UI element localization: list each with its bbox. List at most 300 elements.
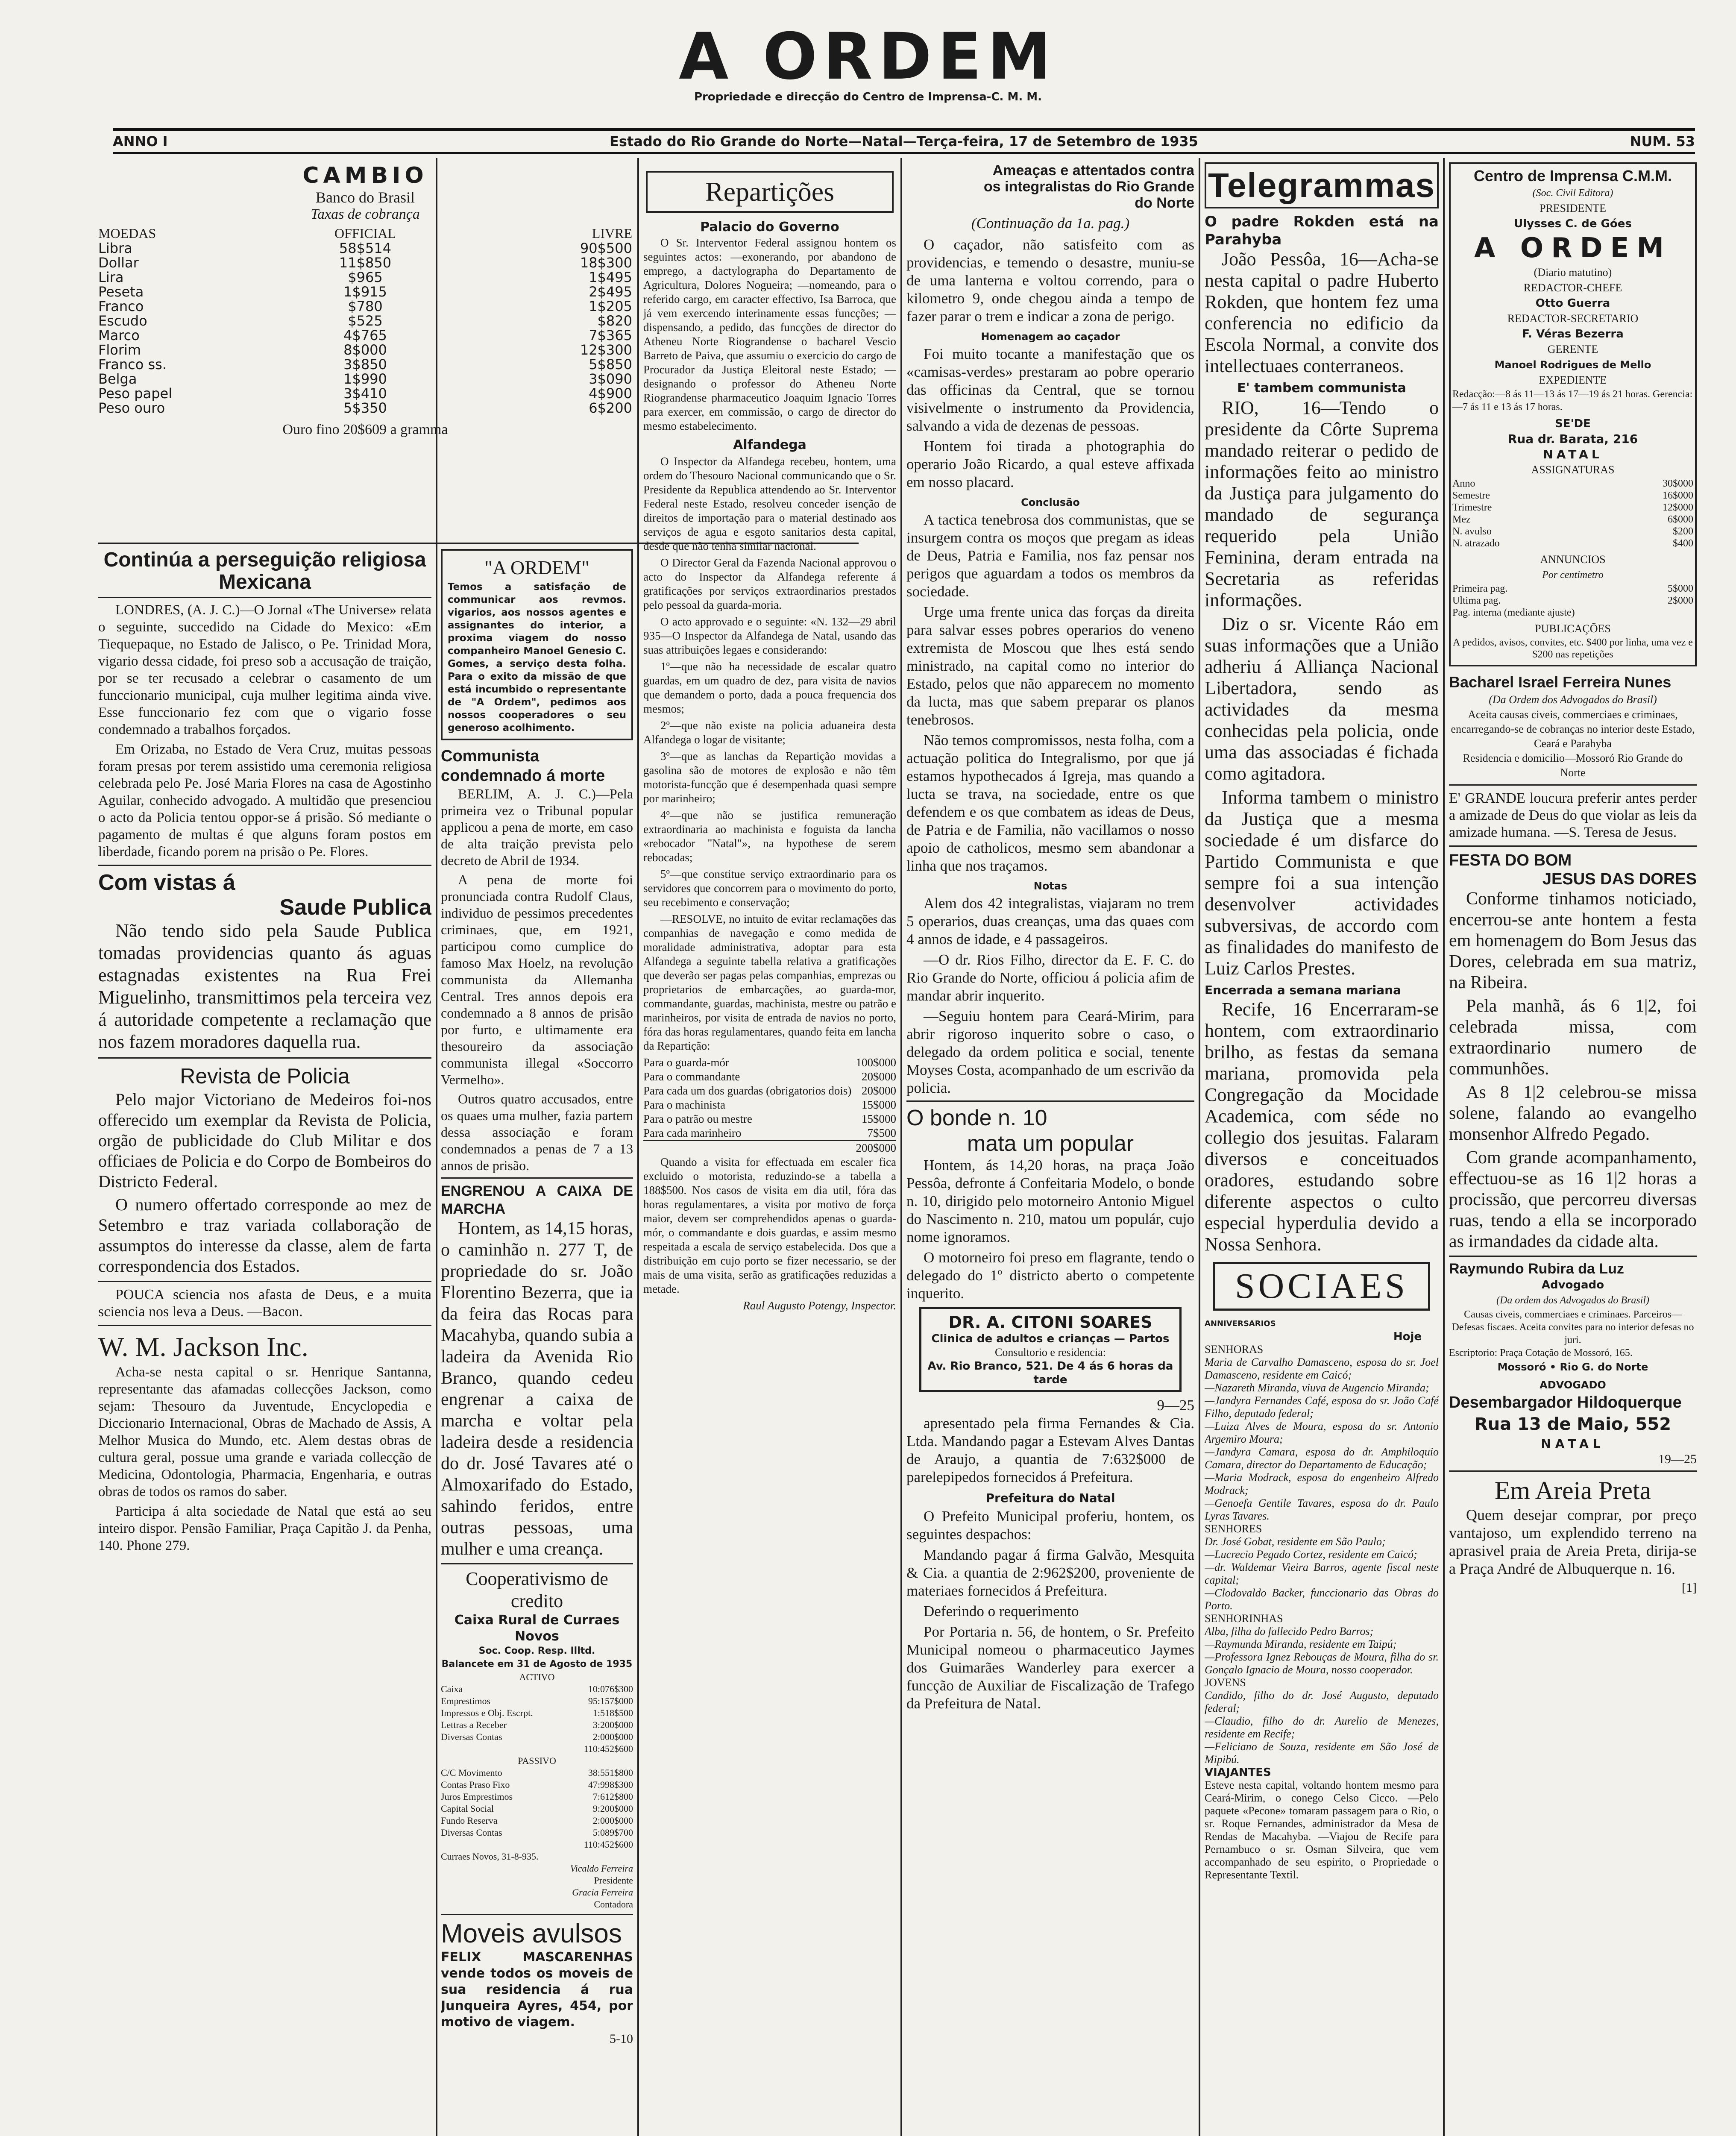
passivo-value: 47:998$300 bbox=[588, 1779, 633, 1790]
cambio-currency: Lira bbox=[98, 269, 124, 285]
cambio-title: CAMBIO bbox=[302, 163, 428, 188]
activo-value: 1:518$500 bbox=[592, 1708, 633, 1718]
activo-total: 110:452$600 bbox=[584, 1743, 633, 1754]
activo-label: Impressos e Obj. Escrpt. bbox=[441, 1708, 533, 1718]
homenagem-paragraph: Hontem foi tirada a photographia do operario João Ricardo, a qual esteve affixada em nosso placard. bbox=[906, 438, 1194, 490]
jackson-title: W. M. Jackson Inc. bbox=[98, 1332, 308, 1362]
senhora-item: —Maria Modrack, esposa do engenheiro Alfredo Modrack; bbox=[1205, 1471, 1439, 1496]
dateline: Estado do Rio Grande do Norte—Natal—Terça-feira, 17 de Setembro de 1935 bbox=[610, 133, 1198, 150]
cambio-currency: Marco bbox=[98, 327, 140, 343]
assig-value: 12$000 bbox=[1663, 502, 1693, 513]
conclusao-paragraph: A tactica tenebrosa dos communistas, que se insurgem contra os moços que pregam as ideas de Deus, Patria e Familia, nos faz pensar nos perigos que aguardam a todos os membros da sociedade. bbox=[906, 511, 1194, 600]
cambio-taxes: Taxas de cobrança bbox=[311, 206, 420, 222]
cambio-table bbox=[98, 226, 632, 415]
coop-sub: Soc. Coop. Resp. Illtd. bbox=[478, 1646, 595, 1656]
desemb-address: Rua 13 de Maio, 552 bbox=[1474, 1414, 1671, 1434]
cambio-official: 3$410 bbox=[343, 385, 387, 402]
assig-row bbox=[1452, 490, 1693, 502]
cambio-currency: Franco ss. bbox=[98, 356, 167, 373]
activo-value: 2:000$000 bbox=[592, 1731, 633, 1742]
tariff-row bbox=[643, 1098, 896, 1112]
tariff-label: Para o guarda-mór bbox=[643, 1056, 729, 1069]
cambio-official: 3$850 bbox=[343, 356, 387, 373]
cambio-free: 12$300 bbox=[580, 342, 632, 358]
jovem-item: Candido, filho do dr. José Augusto, deputado federal; bbox=[1205, 1689, 1439, 1714]
bacharel-sub: (Da Ordem dos Advogados do Brasil) bbox=[1489, 693, 1657, 706]
presidente-label: PRESIDENTE bbox=[1540, 202, 1606, 214]
alfandega-text bbox=[643, 455, 896, 1053]
activo-row bbox=[441, 1695, 633, 1707]
activo-label: ACTIVO bbox=[519, 1672, 555, 1682]
activo-row bbox=[441, 1683, 633, 1695]
jovem-item: —Feliciano de Souza, residente em São José de Mipibú. bbox=[1205, 1740, 1439, 1766]
alfandega-paragraph: 1º—que não ha necessidade de escalar quatro guardas, em um quadro de dez, para visita de navios que demandem o porto, dada a pouca frequencia dos mesmos; bbox=[643, 660, 896, 715]
conclusao-title: Conclusão bbox=[1021, 496, 1080, 508]
tariff-label: Para o machinista bbox=[643, 1098, 725, 1111]
tariff-value: 15$000 bbox=[862, 1112, 896, 1125]
cambio-currency: Peso papel bbox=[98, 385, 173, 402]
paper-sub: (Diario matutino) bbox=[1534, 266, 1612, 279]
reparticoes-title: Repartições bbox=[646, 171, 894, 213]
column-1 bbox=[98, 549, 431, 2136]
coop-title: Cooperativismo de credito bbox=[466, 1568, 608, 1611]
assig-label: ASSIGNATURAS bbox=[1531, 464, 1615, 476]
publ-label: PUBLICAÇÕES bbox=[1535, 622, 1611, 635]
prefeitura-paragraph: Mandando pagar á firma Galvão, Mesquita & Cia. a quantia de 2:962$200, proveniente de materiaes fornecidos á Prefeitura. bbox=[906, 1546, 1194, 1599]
assig-label: N. atrazado bbox=[1452, 538, 1500, 549]
aviso-box bbox=[441, 549, 633, 740]
passivo-value: 9:200$000 bbox=[592, 1803, 633, 1814]
festa-title-1: FESTA DO BOM bbox=[1449, 851, 1572, 869]
assig-label: Semestre bbox=[1452, 490, 1490, 501]
cambio-official: 8$000 bbox=[343, 342, 387, 358]
cambio-header: LIVRE bbox=[592, 226, 632, 241]
passivo-value: 38:551$800 bbox=[588, 1767, 633, 1778]
secretario-label: REDACTOR-SECRETARIO bbox=[1507, 312, 1639, 325]
raymundo-title: Raymundo Rubira da Luz bbox=[1449, 1261, 1624, 1277]
presidente-name: Ulysses C. de Góes bbox=[1514, 217, 1632, 230]
cambio-free: 7$365 bbox=[589, 327, 632, 343]
prefeitura-paragraph: Deferindo o requerimento bbox=[924, 1603, 1079, 1620]
cambio-row bbox=[98, 255, 632, 270]
cambio-row bbox=[98, 343, 632, 357]
cambio-official: 5$350 bbox=[343, 400, 387, 416]
column-rule bbox=[637, 158, 639, 2136]
tariff-label: Para cada um dos guardas (obrigatorios dois) bbox=[643, 1084, 852, 1097]
jackson-paragraph: Acha-se nesta capital o sr. Henrique Santanna, representante das afamadas collecções Jackson, como sejam: Thesouro da Juventude, Encyclopedia e Diccionario Internacional, Obras de Machado de Assis, A Melhor Musica do Mundo, etc. Alem destas obras de cultura geral, possue uma grande e variada collecção de Medicina, Odontologia, Pharmacia, Engenharia, e outras obras de todos os ramos do saber. bbox=[98, 1364, 431, 1499]
saude-title-2: Saude Publica bbox=[279, 895, 431, 920]
alfandega-signature: Raul Augusto Potengy, Inspector. bbox=[743, 1299, 896, 1312]
cambio-free: 6$200 bbox=[589, 400, 632, 416]
raymundo-text: Causas civeis, commerciaes e criminaes. Parceiros—Defesas fiscaes. Aceita convites para no interior defesas no juri. bbox=[1452, 1309, 1694, 1346]
saude-title-1: Com vistas á bbox=[98, 870, 235, 895]
balance-sign: Curraes Novos, 31-8-935. bbox=[441, 1851, 539, 1862]
annuncios-label: ANNUNCIOS bbox=[1540, 553, 1606, 566]
cambio-official: 11$850 bbox=[339, 255, 392, 271]
centro-title: Centro de Imprensa C.M.M. bbox=[1473, 167, 1672, 185]
cambio-currency: Libra bbox=[98, 240, 132, 256]
cambio-currency: Franco bbox=[98, 298, 144, 314]
annuncios-label: Primeira pag. bbox=[1452, 583, 1508, 594]
tariff-table bbox=[643, 1056, 896, 1140]
doctor-name: DR. A. CITONI SOARES bbox=[948, 1313, 1152, 1332]
passivo-label: Capital Social bbox=[441, 1803, 494, 1814]
doctor-ad-ref: 9—25 bbox=[1157, 1397, 1194, 1414]
gerente-name: Manoel Rodrigues de Mello bbox=[1494, 359, 1651, 371]
raymundo-address: Escriptorio: Praça Cotação de Mossoró, 165. bbox=[1449, 1347, 1633, 1358]
cambio-official: 1$990 bbox=[343, 371, 387, 387]
cambio-free: 5$850 bbox=[589, 356, 632, 373]
assig-label: Anno bbox=[1452, 478, 1475, 489]
cambio-row bbox=[98, 285, 632, 299]
cambio-free: $820 bbox=[597, 313, 632, 329]
assig-label: N. avulso bbox=[1452, 526, 1492, 537]
cambio-currency: Belga bbox=[98, 371, 137, 387]
tel3-title: Encerrada a semana mariana bbox=[1205, 983, 1401, 997]
festa-paragraph: Com grande acompanhamento, effectuou-se as 16 1|2 horas a procissão, que percorreu diversas ruas, tendo a ella se incorporado as irmandades da cidade alta. bbox=[1449, 1148, 1697, 1251]
assig-label: Trimestre bbox=[1452, 502, 1492, 513]
moveis-text: FELIX MASCARENHAS vende todos os moveis de sua residencia á rua Junqueira Ayres, 454, por motivo de viagem. bbox=[441, 1950, 633, 2030]
alfandega-paragraph: —RESOLVE, no intuito de evitar reclamações das companhias de navegação e como medida de moralidade administrativa, adoptar para esta Alfandega a seguinte tabella relativa a gratificações que deverão ser pagas pelas companhias, emprezas ou proprietarios de embarcações, ao guarda-mor, commandante, guardas, machinista, mestre ou patrão e marinheiros, por visita de entrada de navios no porto, fóra das horas regulamentares, quando feita em lancha da Repartição: bbox=[643, 912, 896, 1052]
tel2-paragraph: Informa tambem o ministro da Justiça que a mesma sociedade é um disfarce do Partido Communista e que sempre foi a sua intenção desenvolver actividades subversivas, de accordo com as finalidades do manifesto de Luiz Carlos Prestes. bbox=[1205, 787, 1439, 979]
gerente-label: GERENTE bbox=[1547, 343, 1598, 355]
alfandega-paragraph: 3º—que as lanchas da Repartição movidas a gasolina são de motores de explosão e não têm motorista-funcção que é desempenhada quasi sempre por marinheiro; bbox=[643, 750, 896, 805]
passivo-row bbox=[441, 1767, 633, 1779]
dateline-bar bbox=[113, 128, 1695, 154]
cambio-section bbox=[98, 162, 632, 547]
quote-bacon: POUCA sciencia nos afasta de Deus, e a muita sciencia nos leva a Deus. —Bacon. bbox=[98, 1287, 431, 1320]
cambio-row bbox=[98, 299, 632, 314]
ameacas-paragraph: O caçador, não satisfeito com as providencias, e temendo o desastre, muniu-se de uma lanterna e voltou correndo, para o kilometro 9, onde chegou ainda a tempo de fazer parar o trem e indicar a zona de perigo. bbox=[906, 236, 1194, 325]
bacharel-address: Residencia e domicilio—Mossoró Rio Grande do Norte bbox=[1463, 752, 1683, 779]
senhoras-label: SENHORAS bbox=[1205, 1343, 1264, 1356]
tel2-paragraph: RIO, 16—Tendo o presidente da Côrte Suprema mandado reiterar o pedido de informações feito ao ministro da Justiça para julgamento do mandado de segurança requerido pela União Feminina, deram entrada na Secretaria as referidas informações. bbox=[1205, 397, 1439, 610]
passivo-label: PASSIVO bbox=[518, 1755, 556, 1766]
cambio-row bbox=[98, 314, 632, 328]
alfandega-paragraph: 5º—que constitue serviço extraordinario para os servidores que concorrem para o movimento do porto, seu recebimento e conservação; bbox=[643, 868, 896, 909]
annuncios-row bbox=[1452, 595, 1693, 607]
engrenou-title: ENGRENOU A CAIXA DE MARCHA bbox=[441, 1183, 633, 1217]
passivo-label: Diversas Contas bbox=[441, 1827, 502, 1838]
annuncios-value: 5$000 bbox=[1668, 583, 1693, 594]
expediente-text: Redacção:—8 ás 11—13 ás 17—19 ás 21 horas. Gerencia:—7 ás 11 e 13 ás 17 horas. bbox=[1452, 389, 1693, 413]
areia-text: Quem desejar comprar, por preço vantajoso, um explendido terreno na aprasivel praia de Areia Preta, dirija-se a Praça André de Albuquerque n. 16. bbox=[1449, 1506, 1697, 1577]
cambio-row bbox=[98, 372, 632, 386]
cambio-official: $525 bbox=[348, 313, 383, 329]
tariff-row bbox=[643, 1070, 896, 1084]
alfandega-paragraph: 4º—que não se justifica remuneração extraordinaria ao machinista e foguista da lancha «rebocador "Natal"», na hypothese de serem rebocadas; bbox=[643, 809, 896, 864]
persecution-paragraph: LONDRES, (A. J. C.)—O Jornal «The Universe» relata o seguinte, succedido na Cidade do Mexico: «Em Tiequepaque, no Estado de Jalisco, o Pe. Trinidad Mora, vigario dessa cidade, foi preso sob a accusação de traição, por se ter recusado a celebrar o casamento de um funccionario municipal, cuja mulher legitima ainda vive. Esse funccionario fez com que o vigario fosse condemnado a trabalhos forçados. bbox=[98, 602, 431, 737]
activo-row bbox=[441, 1731, 633, 1743]
desemb-title: Desembargador Hildoquerque bbox=[1449, 1394, 1682, 1411]
issue-number: NUM. 53 bbox=[1630, 133, 1695, 150]
cambio-free: 1$495 bbox=[589, 269, 632, 285]
homenagem-title: Homenagem ao caçador bbox=[981, 331, 1120, 343]
sede-city: NATAL bbox=[1543, 447, 1603, 461]
alfandega-paragraph: O Director Geral da Fazenda Nacional approvou o acto do Inspector da Alfandega referente á gratificações por serviços extraordinarios prestados pelo pessoal da guarda-moria. bbox=[643, 556, 896, 611]
cambio-row bbox=[98, 270, 632, 285]
alfandega-paragraph: O acto approvado e o seguinte: «N. 132—29 abril 935—O Inspector da Alfandega de Natal, usando das suas attribuições legaes e considerando: bbox=[643, 615, 896, 656]
activo-label: Lettras a Receber bbox=[441, 1719, 507, 1730]
activo-label: Diversas Contas bbox=[441, 1731, 502, 1742]
viajantes-text: Esteve nesta capital, voltando hontem mesmo para Ceará-Mirim, o conego Celso Cicco. —Pelo paquete «Pecone» tomaram passagem para o Rio, o sr. Roque Fernandes, administrador da Mesa de Rendas de Macahyba. —Viajou de Recife para Pernambuco o sr. Osman Silveira, que vem accompanhado de seu espirito, o Propriedade o Representante Textil. bbox=[1205, 1779, 1439, 1881]
notas-paragraph: Alem dos 42 integralistas, viajaram no trem 5 operarios, duas creanças, uma das quaes com 4 annos de idade, e 4 passageiros. bbox=[906, 895, 1194, 948]
notas-paragraph: —O dr. Rios Filho, director da E. F. C. do Rio Grande do Norte, officiou á policia afim de mandar abrir inquerito. bbox=[906, 951, 1194, 1004]
expediente-label: EXPEDIENTE bbox=[1539, 374, 1607, 386]
tariff-total: 200$000 bbox=[643, 1140, 896, 1155]
viajantes-label: VIAJANTES bbox=[1205, 1766, 1271, 1779]
passivo-table bbox=[441, 1767, 633, 1839]
sign-role-1: Presidente bbox=[594, 1875, 633, 1886]
assig-value: 16$000 bbox=[1663, 490, 1693, 501]
sign-name-1: Vicaldo Ferreira bbox=[570, 1863, 633, 1874]
passivo-row bbox=[441, 1827, 633, 1839]
passivo-row bbox=[441, 1803, 633, 1815]
passivo-row bbox=[441, 1815, 633, 1827]
senhores-list bbox=[1205, 1535, 1439, 1612]
cambio-official: 4$765 bbox=[343, 327, 387, 343]
assig-label: Mez bbox=[1452, 514, 1471, 525]
tel1-text: João Pessôa, 16—Acha-se nesta capital o padre Huberto Rokden, que hontem fez uma conferencia no edificio da Escola Normal, a convite dos intellectuaes conterraneos. bbox=[1205, 249, 1439, 376]
continuation-note: (Continuação da 1a. pag.) bbox=[971, 215, 1130, 232]
cambio-free: 90$500 bbox=[580, 240, 632, 256]
bacharel-text: Aceita causas civeis, commerciaes e criminaes, encarregando-se de cobranças no interior deste Estado, Ceará e Parahyba bbox=[1451, 708, 1695, 750]
cambio-currency: Escudo bbox=[98, 313, 147, 329]
senhora-item: —Nazareth Miranda, viuva de Augencio Miranda; bbox=[1205, 1382, 1429, 1394]
passivo-label: Juros Emprestimos bbox=[441, 1791, 513, 1802]
cambio-official: $965 bbox=[348, 269, 383, 285]
desemb-city: NATAL bbox=[1541, 1437, 1605, 1451]
cambio-free: 2$495 bbox=[589, 284, 632, 300]
cambio-header: OFFICIAL bbox=[334, 226, 396, 241]
activo-value: 95:157$000 bbox=[588, 1696, 633, 1706]
sign-name-2: Gracia Ferreira bbox=[572, 1887, 633, 1898]
engrenou-text: Hontem, as 14,15 horas, o caminhão n. 277 T, de propriedade do sr. João Florentino Bezerra, que ia da feira das Rocas para Macahyba, quando subia a ladeira da Avenida Rio Branco, quando cedeu engrenar a caixa de marcha e voltar pela ladeira desde a residencia do dr. José Tavares até o Almoxarifado do Estado, sahindo feridos, entre outras pessoas, uma mulher e uma creança. bbox=[441, 1219, 633, 1559]
bonde-title-2: mata um popular bbox=[967, 1131, 1134, 1156]
bacharel-title: Bacharel Israel Ferreira Nunes bbox=[1449, 673, 1671, 691]
homenagem-paragraph: Foi muito tocante a manifestação que os «camisas-verdes» prestaram ao pobre operario das officinas da Central, que se tornou visivelmente o instrumento da Providencia, salvando a vida de dezenas de pessoas. bbox=[906, 346, 1194, 434]
annuncios-row bbox=[1452, 607, 1693, 619]
adv-label: ADVOGADO bbox=[1540, 1379, 1606, 1391]
doctor-line-1: Clinica de adultos e crianças — Partos bbox=[931, 1332, 1170, 1345]
jackson-paragraph: Participa á alta sociedade de Natal que está ao seu inteiro dispor. Pensão Familiar, Praça Capitão J. da Penha, 140. Phone 279. bbox=[98, 1504, 431, 1553]
sociaes-title: SOCIAES bbox=[1213, 1262, 1430, 1311]
senhora-item: —Genoefa Gentile Tavares, esposa do dr. Paulo Lyras Tavares. bbox=[1205, 1497, 1439, 1522]
doctor-ad bbox=[919, 1307, 1182, 1392]
cambio-row bbox=[98, 401, 632, 415]
areia-title: Em Areia Preta bbox=[1494, 1476, 1651, 1505]
activo-label: Emprestimos bbox=[441, 1696, 491, 1706]
revista-paragraph: O numero offertado corresponde ao mez de Setembro e traz variada collaboração de assumptos do interesse da classe, alem de farta correspondencia dos Estados. bbox=[98, 1195, 431, 1276]
conclusao-paragraph: Urge uma frente unica das forças da direita para salvar esses pobres operarios do veneno extremista de Moscou que lhes está sendo ministrado, na capital como no interior do Estado, pelos que não apparecem no momento da lucta, mas que sabem preparar os planos tenebrosos. bbox=[906, 604, 1194, 728]
senhores-label: SENHORES bbox=[1205, 1523, 1262, 1535]
senhorinhas-label: SENHORINHAS bbox=[1205, 1612, 1283, 1625]
moveis-title: Moveis avulsos bbox=[441, 1919, 622, 1948]
tariff-row bbox=[643, 1056, 896, 1070]
notas-title: Notas bbox=[1033, 880, 1067, 892]
sign-role-2: Contadora bbox=[594, 1899, 633, 1910]
cambio-header: MOEDAS bbox=[98, 226, 156, 241]
passivo-total: 110:452$600 bbox=[584, 1839, 633, 1850]
column-2 bbox=[441, 549, 633, 2136]
ameacas-title: Ameaças e attentados contra os integralistas do Rio Grande do Norte bbox=[983, 162, 1194, 211]
senhora-item: Maria de Carvalho Damasceno, esposa do sr. Joel Damasceno, residente em Caicó; bbox=[1205, 1356, 1439, 1381]
senhor-item: —dr. Waldemar Vieira Barros, agente fiscal neste capital; bbox=[1205, 1561, 1439, 1586]
annuncios-table bbox=[1452, 583, 1693, 619]
secretario-name: F. Véras Bezerra bbox=[1522, 328, 1624, 340]
chefe-label: REDACTOR-CHEFE bbox=[1523, 282, 1622, 294]
tariff-value: 15$000 bbox=[862, 1098, 896, 1111]
tariff-value: 100$000 bbox=[856, 1056, 896, 1069]
senhora-item: —Jandyra Fernandes Café, esposa do sr. João Café Filho, deputado federal; bbox=[1205, 1394, 1439, 1420]
tariff-value: 7$500 bbox=[867, 1127, 896, 1139]
raymundo-city: Mossoró • Rio G. do Norte bbox=[1497, 1361, 1648, 1373]
cambio-header-row bbox=[98, 226, 632, 241]
assig-value: $200 bbox=[1673, 526, 1693, 537]
masthead-title: A ORDEM bbox=[679, 20, 1057, 94]
festa-paragraph: As 8 1|2 celebrou-se missa solene, falando ao evangelho monsenhor Alfredo Pegado. bbox=[1449, 1083, 1697, 1144]
cambio-official: $780 bbox=[348, 298, 383, 314]
passivo-row bbox=[441, 1779, 633, 1791]
prefeitura-paragraph: O Prefeito Municipal proferiu, hontem, os seguintes despachos: bbox=[906, 1508, 1194, 1543]
coop-name: Caixa Rural de Curraes Novos bbox=[454, 1613, 620, 1644]
passivo-value: 7:612$800 bbox=[592, 1791, 633, 1802]
cambio-free: 4$900 bbox=[589, 385, 632, 402]
sede-label: SE'DE bbox=[1555, 417, 1591, 430]
paper-name: A ORDEM bbox=[1474, 232, 1672, 264]
senhora-item: —Jandyra Camara, esposa do dr. Amphiloquio Camara, director do Departamento de Educação; bbox=[1205, 1446, 1439, 1471]
festa-title-2: JESUS DAS DORES bbox=[1542, 870, 1697, 888]
balance-title: Balancete em 31 de Agosto de 1935 bbox=[441, 1659, 633, 1669]
column-5 bbox=[1205, 162, 1439, 2136]
cambio-currency: Florim bbox=[98, 342, 141, 358]
jovens-label: JOVENS bbox=[1205, 1676, 1246, 1689]
senhor-item: —Lucrecio Pegado Cortez, residente em Caicó; bbox=[1205, 1548, 1417, 1561]
cambio-currency: Dollar bbox=[98, 255, 139, 271]
telegrammas-title: Telegrammas bbox=[1205, 162, 1439, 208]
cambio-official: 58$514 bbox=[339, 240, 392, 256]
prefeitura-portaria: Por Portaria n. 56, de hontem, o Sr. Prefeito Municipal nomeou o pharmaceutico Jaymes dos Guimarães Wanderley para exercer a funcção de Auxiliar de Fiscalização de Trafego da Prefeitura de Natal. bbox=[906, 1623, 1194, 1712]
tel3-text: Recife, 16 Encerraram-se hontem, com extraordinario brilho, as festas da semana mariana, promovida pela Congregação da Mocidade Academica, com séde no collegio dos jesuitas. Falaram diversos e conceituados oradores, estudando sobre diferente aspectos o culto especial hyperdulia devido a Nossa Senhora. bbox=[1205, 999, 1439, 1255]
senhor-item: —Clodovaldo Backer, funccionario das Obras do Porto. bbox=[1205, 1587, 1439, 1612]
activo-value: 3:200$000 bbox=[592, 1719, 633, 1730]
assig-value: 6$000 bbox=[1668, 514, 1693, 525]
tariff-label: Para o patrão ou mestre bbox=[643, 1112, 752, 1125]
areia-ref: [1] bbox=[1682, 1581, 1697, 1595]
tariff-row bbox=[643, 1084, 896, 1098]
assig-row bbox=[1452, 478, 1693, 490]
sede-address: Rua dr. Barata, 216 bbox=[1507, 432, 1638, 446]
column-6 bbox=[1449, 162, 1697, 2136]
jovem-item: —Claudio, filho do dr. Aurelio de Menezes, residente em Recife; bbox=[1205, 1715, 1439, 1740]
festa-paragraph: Pela manhã, ás 6 1|2, foi celebrada missa, com extraordinario numero de communhões. bbox=[1449, 996, 1697, 1079]
assig-value: $400 bbox=[1673, 538, 1693, 549]
communist-paragraph: A pena de morte foi pronunciada contra Rudolf Claus, individuo de pessimos precedentes criminaes, que, em 1921, participou como cumplice do famoso Max Hoelz, na revolução communista da Allemanha Central. Tres annos depois era condemnado a 8 annos de prisão por furto, e ultimamente era thesoureiro da associação communista illegal «Soccorro Vermelho». bbox=[441, 872, 633, 1087]
centro-box bbox=[1449, 162, 1697, 666]
tariff-row bbox=[643, 1112, 896, 1126]
column-rule bbox=[1443, 158, 1445, 2136]
annuncios-row bbox=[1452, 583, 1693, 595]
column-3 bbox=[643, 162, 896, 2136]
persecution-title: Continúa a perseguição religiosa Mexicana bbox=[103, 549, 426, 593]
tel2-title: E' tambem communista bbox=[1237, 381, 1406, 396]
senhora-item: —Luiza Alves de Moura, esposa do sr. Antonio Argemiro Moura; bbox=[1205, 1420, 1439, 1445]
prefeitura-title: Prefeitura do Natal bbox=[985, 1491, 1115, 1505]
annuncios-value: 2$000 bbox=[1668, 595, 1693, 606]
sociaes-section bbox=[1205, 1317, 1439, 1881]
communist-paragraph: Outros quatro accusados, entre os quaes uma mulher, fazia partem dessa associação e foram condemnados a penas de 7 a 13 annos de prisão. bbox=[441, 1091, 633, 1173]
centro-sub: (Soc. Civil Editora) bbox=[1532, 188, 1613, 199]
passivo-row bbox=[441, 1791, 633, 1803]
tariff-value: 20$000 bbox=[862, 1070, 896, 1083]
jovens-list bbox=[1205, 1689, 1439, 1766]
assig-table bbox=[1452, 478, 1693, 549]
year-label: ANNO I bbox=[113, 133, 168, 150]
senhorinha-item: —Raymunda Miranda, residente em Taipú; bbox=[1205, 1638, 1397, 1650]
annuncios-sub: Por centimetro bbox=[1542, 569, 1604, 581]
publ-text: A pedidos, avisos, convites, etc. $400 por linha, uma vez e $200 nas repetições bbox=[1453, 637, 1693, 660]
aniv-label: ANNIVERSARIOS bbox=[1205, 1319, 1276, 1328]
annuncios-label: Pag. interna (mediante ajuste) bbox=[1452, 607, 1575, 618]
raymundo-role: Advogado bbox=[1541, 1279, 1604, 1291]
cambio-row bbox=[98, 328, 632, 343]
assig-value: 30$000 bbox=[1663, 478, 1693, 489]
passivo-label: Fundo Reserva bbox=[441, 1815, 498, 1826]
teresa-quote: E' GRANDE loucura preferir antes perder a amizade de Deus do que violar as leis da amizade humana. —S. Teresa de Jesus. bbox=[1449, 790, 1697, 840]
cambio-gold: Ouro fino 20$609 a gramma bbox=[282, 422, 448, 437]
cambio-free: 3$090 bbox=[589, 371, 632, 387]
cambio-free: 1$205 bbox=[589, 298, 632, 314]
senhorinhas-list bbox=[1205, 1625, 1439, 1676]
passivo-label: C/C Movimento bbox=[441, 1767, 502, 1778]
cambio-currency: Peso ouro bbox=[98, 400, 165, 416]
tariff-row bbox=[643, 1126, 896, 1140]
assig-row bbox=[1452, 513, 1693, 525]
conclusao-paragraph: Não temos compromissos, nesta folha, com a actuação politica do Integralismo, por que já estamos hypothecados á Igreja, mas quando a lucta se trava, na sociedade, entre os que defendem e os que combatem as ideas de Deus, de Patria e de Familia, não vacillamos o nosso apoio de catholicos, mesmo sem abandonar a linha que nos traçamos. bbox=[906, 732, 1194, 874]
passivo-label: Contas Praso Fixo bbox=[441, 1779, 510, 1790]
festa-paragraph: Conforme tinhamos noticiado, encerrou-se ante hontem a festa em homenagem do Bom Jesus das Dores, celebrada em sua matriz, na Ribeira. bbox=[1449, 889, 1697, 992]
tariff-label: Para o commandante bbox=[643, 1070, 740, 1083]
tariff-label: Para cada marinheiro bbox=[643, 1127, 742, 1139]
cambio-row bbox=[98, 357, 632, 372]
tariff-value: 20$000 bbox=[862, 1084, 896, 1097]
column-rule bbox=[1199, 158, 1200, 2136]
cambio-free: 18$300 bbox=[580, 255, 632, 271]
senhorinha-item: Alba, filha do fallecido Pedro Barros; bbox=[1205, 1625, 1374, 1637]
alfandega-paragraph: O Inspector da Alfandega recebeu, hontem, uma ordem do Thesouro Nacional communicando que o Sr. Presidente da Republica attendendo ao Sr. Interventor Federal neste Estado, resolveu conceder isenção de direitos de importação para o material destinado aos serviços de agua e esgoto sanitarios desta capital, desde que não tenha similar nacional. bbox=[643, 455, 896, 552]
tel2-paragraph: Diz o sr. Vicente Ráo em suas informações que a União adheriu á Alliança Nacional Libertadora, sendo as actividades da mesma conhecidas pela policia, onde uma das associadas é fichada como agitadora. bbox=[1205, 613, 1439, 784]
desemb-ref: 19—25 bbox=[1658, 1452, 1697, 1466]
tel1-title: O padre Rokden está na Parahyba bbox=[1205, 213, 1439, 248]
passivo-value: 2:000$000 bbox=[592, 1815, 633, 1826]
senhoras-list bbox=[1205, 1356, 1439, 1523]
prefeitura-intro: apresentado pela firma Fernandes & Cia. Ltda. Mandando pagar a Estevam Alves Dantas de Araujo, a quantia de 7:632$000 de parelepipedos fornecidos á Prefeitura. bbox=[906, 1415, 1194, 1485]
alfandega-title: Alfandega bbox=[733, 437, 806, 452]
cambio-currency: Peseta bbox=[98, 284, 144, 300]
assig-row bbox=[1452, 537, 1693, 549]
chefe-name: Otto Guerra bbox=[1535, 297, 1610, 310]
moveis-ref: 5-10 bbox=[610, 2032, 633, 2046]
activo-label: Caixa bbox=[441, 1684, 463, 1694]
activo-row bbox=[441, 1719, 633, 1731]
alfandega-paragraph: 2º—que não existe na policia aduaneira desta Alfandega o logar de visitante; bbox=[643, 719, 896, 746]
annuncios-label: Ultima pag. bbox=[1452, 595, 1501, 606]
column-4 bbox=[906, 162, 1194, 2136]
senhor-item: Dr. José Gobat, residente em São Paulo; bbox=[1205, 1535, 1386, 1548]
alfandega-end: Quando a visita for effectuada em escaler fica excluido o motorista, reduzindo-se a tabella a 188$500. Nos casos de visita em dia util, fóra das horas regulamentares, a visita por motivo de força maior, devem ser comprehendidos apenas o guarda-mór, o commandante e dois guardas, e assim mesmo respeitada a escala de serviço estabelecida. Dos que a distribuição em cujo porto se fizer necessario, se der mais de uma visita, serão as gratificações reduzidas a metade. bbox=[643, 1156, 896, 1295]
masthead-subtitle: Propriedade e direcção do Centro de Imprensa-C. M. M. bbox=[694, 91, 1042, 103]
aviso-text: Temos a satisfação de communicar aos revmos. vigarios, aos nossos agentes e assignantes do interior, a proxima viagem do nosso companheiro Manoel Genesio C. Gomes, a serviço desta folha. Para o exito da missão de que está incumbido o representante de "A Ordem", pedimos aos nossos cooperadores o seu generoso acolhimento. bbox=[448, 581, 626, 734]
